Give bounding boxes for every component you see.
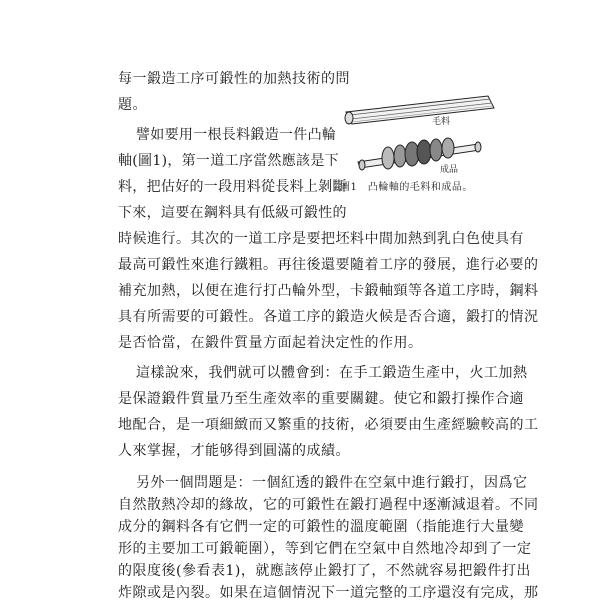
text-line: 軸(圖1)，第一道工序當然應該是下 [118, 153, 339, 169]
text-line: 是否恰當，在鍛件質量方面起着決定性的作用。 [118, 335, 423, 351]
text-line: 炸隙或是內裂。如果在這個情況下一道完整的工序還沒有完成，那 [118, 585, 539, 601]
raw-bar-drawing [345, 96, 494, 124]
text-line: 具有所需要的可鍛性。各道工序的鍛造火候是否合適，鍛打的情況 [118, 309, 539, 325]
text-line: 形的主要加工可鍛範圍），等到它們在空氣中自然地冷却到了一定 [118, 541, 532, 557]
figure-caption: 圖1 凸輪軸的毛料和成品。 [340, 182, 473, 193]
finished-camshaft-drawing [358, 138, 481, 170]
text-line: 人來掌握，才能够得到圓滿的成績。 [118, 443, 350, 459]
text-line: 料，把估好的一段用料從長料上剝斷 [118, 179, 347, 195]
text-line: 另外一個問題是：一個紅透的鍛件在空氣中進行鍛打，因爲它 [136, 475, 528, 491]
figure-label-finished: 成品 [440, 165, 459, 175]
text-line: 下來，這要在鋼料具有低級可鍛性的 [118, 205, 347, 221]
text-line: 補充加熱，以便在進行打凸輪外型，卡鍛軸頸等各道工序時，鋼料 [118, 283, 539, 299]
text-line: 的限度後(參看表1)，就應該停止鍛打了，不然就容易把鍛件打出 [118, 563, 531, 579]
text-line: 最高可鍛性來進行鐵粗。再往後還要隨着工序的發展，進行必要的 [118, 257, 539, 273]
camshaft-illustration [328, 92, 508, 192]
text-line: 時候進行。其次的一道工序是要把坯料中間加熱到乳白色使具有 [118, 231, 524, 247]
text-line: 自然散熱冷却的緣故，它的可鍛性在鍛打過程中逐漸減退着。不同 [118, 497, 539, 513]
text-line: 這樣說來，我們就可以體會到：在手工鍛造生產中，火工加熱 [136, 365, 528, 381]
figure-camshaft [328, 92, 508, 192]
text-line: 是保證鍛件質量乃至生產效率的重要關鍵。使它和鍛打操作合適 [118, 391, 524, 407]
text-line: 每一鍛造工序可鍛性的加熱技術的問 [118, 71, 350, 87]
text-line: 地配合，是一項細緻而又繁重的技術，必須要由生產經驗較高的工 [118, 417, 539, 433]
text-line: 成分的鋼料各有它們一定的可鍛性的溫度範圍（指能進行大量變 [118, 519, 524, 535]
text-line: 題。 [118, 97, 147, 113]
figure-label-raw: 毛料 [432, 117, 451, 127]
text-line: 譬如要用一根長料鍛造一件凸輪 [136, 127, 337, 143]
